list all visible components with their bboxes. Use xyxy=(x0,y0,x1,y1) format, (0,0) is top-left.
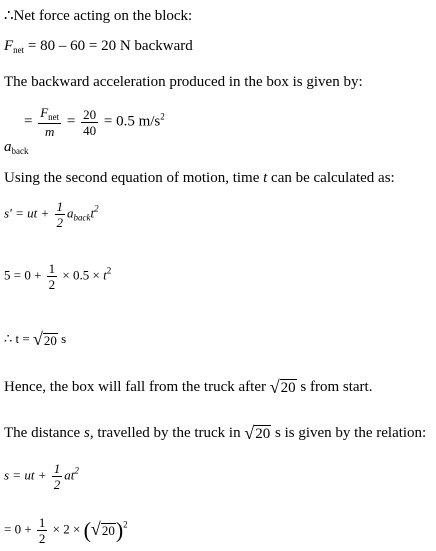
time-result-prefix: ∴ t = xyxy=(4,331,33,346)
fraction-half xyxy=(55,200,66,229)
distance-mid: , travelled by the truck in xyxy=(89,425,245,441)
at-exponent: 2 xyxy=(74,465,79,476)
eq5-lhs: 5 = 0 + xyxy=(4,267,45,283)
at-term: at xyxy=(64,467,75,483)
half-denominator-4: 2 xyxy=(38,531,46,546)
a-back-symbol: a xyxy=(67,205,74,221)
distance-lhs: s = ut + xyxy=(4,467,50,483)
second-equation-motion xyxy=(4,200,99,229)
right-paren: ) xyxy=(115,517,124,543)
a-back-label xyxy=(4,139,29,156)
a-back-subscript: back xyxy=(73,212,91,223)
time-unit: s xyxy=(57,331,67,346)
fnet-value: = 80 – 60 = 20 N backward xyxy=(24,38,193,54)
distance-substituted xyxy=(4,516,128,545)
box-fall-conclusion xyxy=(4,378,372,396)
equals-sign: = xyxy=(24,113,33,130)
net-force-equation xyxy=(4,38,193,55)
a-subscript: back xyxy=(11,146,29,156)
distance-suffix: s is given by the relation: xyxy=(271,425,427,441)
t-exponent-2: 2 xyxy=(106,265,112,276)
distance-equation xyxy=(4,462,79,491)
frac-denominator-40: 40 xyxy=(83,122,97,138)
distance-variable: s xyxy=(83,425,90,441)
eq5-rhs: × 0.5 × xyxy=(59,267,104,283)
final-mid: × 2 × xyxy=(49,521,84,537)
sqrt-20-b: √ 20 xyxy=(269,377,296,397)
t-symbol-2: t xyxy=(103,267,107,283)
conclusion-prefix: Hence, the box will fall from the truck after xyxy=(4,379,270,395)
fraction-half-4 xyxy=(37,516,48,545)
acceleration-equation xyxy=(24,106,165,138)
frac-denominator-m: m xyxy=(45,124,55,139)
fraction-half-2 xyxy=(47,262,58,291)
sqrt-radicand: 20 xyxy=(43,332,57,348)
result-exponent: 2 xyxy=(160,111,165,122)
sqrt-20-c: √ 20 xyxy=(244,423,271,443)
a-symbol: a xyxy=(4,139,12,155)
half-numerator-2: 1 xyxy=(48,261,56,276)
sqrt-20: √ 20 xyxy=(32,329,57,349)
sqrt-20-d: √ 20 xyxy=(90,519,115,540)
acceleration-result: = 0.5 m/s xyxy=(103,113,161,130)
half-denominator-3: 2 xyxy=(53,477,61,492)
half-numerator-3: 1 xyxy=(53,461,61,476)
t-exponent: 2 xyxy=(94,203,99,214)
sqrt-radicand-d: 20 xyxy=(101,523,115,539)
distance-intro xyxy=(4,424,426,442)
equation-of-motion-intro xyxy=(4,170,395,187)
half-numerator: 1 xyxy=(56,199,63,214)
conclusion-suffix: s from start. xyxy=(296,379,373,395)
left-paren: ( xyxy=(83,517,91,543)
fraction-fnet-over-m xyxy=(38,106,61,138)
sqrt-radicand-b: 20 xyxy=(280,379,296,396)
half-denominator: 2 xyxy=(56,215,63,230)
fraction-20-over-40 xyxy=(81,108,98,137)
fnet-symbol: F xyxy=(4,38,14,54)
final-lhs: = 0 + xyxy=(4,521,35,537)
eq-s-lhs: s' = ut + xyxy=(4,205,53,221)
intro-prefix: Using the second equation of motion, time xyxy=(4,170,264,186)
frac-numerator-f: F xyxy=(40,105,49,120)
half-denominator-2: 2 xyxy=(48,277,56,292)
fnet-subscript: net xyxy=(13,45,25,55)
distance-prefix: The distance xyxy=(4,425,84,441)
fraction-half-3 xyxy=(52,462,63,491)
t-symbol: t xyxy=(90,205,95,221)
acceleration-intro: The backward acceleration produced in the box is given by: xyxy=(4,74,363,90)
frac-numerator-sub: net xyxy=(48,112,60,122)
net-force-intro: ∴Net force acting on the block: xyxy=(4,8,193,24)
half-numerator-4: 1 xyxy=(38,515,46,530)
equals-sign-2: = xyxy=(66,113,76,130)
time-variable: t xyxy=(263,170,268,186)
final-exponent: 2 xyxy=(123,519,128,530)
sqrt-radicand-c: 20 xyxy=(255,425,271,442)
intro-suffix: can be calculated as: xyxy=(267,170,395,186)
frac-numerator-20: 20 xyxy=(83,106,97,122)
time-result xyxy=(4,330,66,348)
substituted-equation xyxy=(4,262,111,291)
